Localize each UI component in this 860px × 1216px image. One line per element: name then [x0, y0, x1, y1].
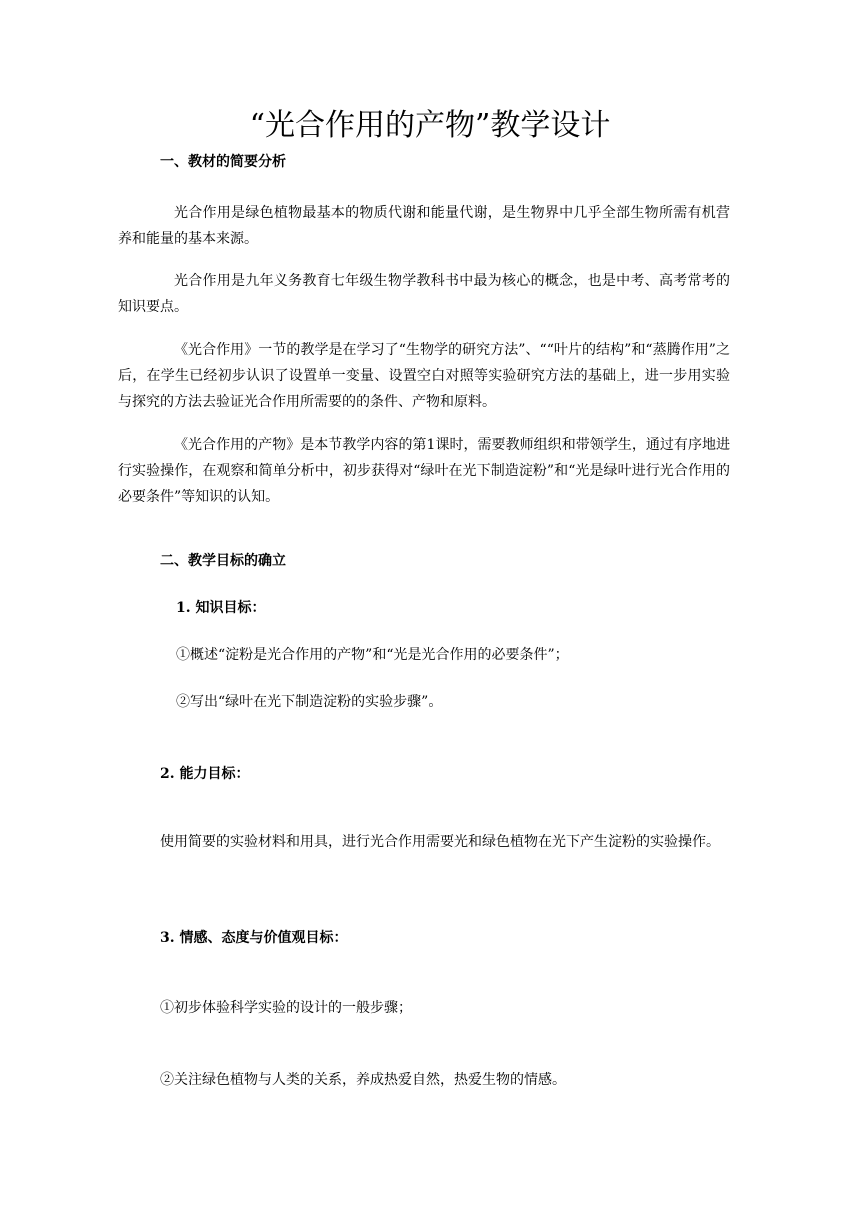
- emotion-item: ①初步体验科学实验的设计的一般步骤；: [160, 1000, 412, 1016]
- subheading-ability: 2. 能力目标：: [160, 766, 250, 782]
- ability-text: 使用简要的实验材料和用具，进行光合作用需要光和绿色植物在光下产生淀粉的实验操作。: [160, 834, 720, 850]
- section-heading-objectives: 二、教学目标的确立: [160, 553, 286, 569]
- paragraph: 《光合作用的产物》是本节教学内容的第1课时，需要教师组织和带领学生，通过有序地进行实验操作，在观察和简单分析中，初步获得对“绿叶在光下制造淀粉”和“光是绿叶进行光合作用的必要条件”等知识的认知。: [118, 437, 730, 505]
- paragraph: 光合作用是九年义务教育七年级生物学教科书中最为核心的概念，也是中考、高考常考的知识要点。: [118, 273, 730, 315]
- subheading-emotion: 3. 情感、态度与价值观目标：: [160, 930, 348, 946]
- knowledge-item: ②写出“绿叶在光下制造淀粉的实验步骤”。: [176, 694, 443, 710]
- subheading-knowledge: 1. 知识目标：: [176, 600, 266, 616]
- section-heading-analysis: 一、教材的简要分析: [160, 154, 286, 170]
- knowledge-item: ①概述“淀粉是光合作用的产物”和“光是光合作用的必要条件”；: [176, 647, 569, 663]
- document-title: “光合作用的产物”教学设计: [249, 108, 611, 143]
- paragraph: 《光合作用》一节的教学是在学习了“生物学的研究方法”、““叶片的结构”和“蒸腾作用”之后，在学生已经初步认识了设置单一变量、设置空白对照等实验研究方法的基础上，进一步用实验与探究的方法去验证光合作用所需要的的条件、产物和原料。: [118, 342, 730, 410]
- emotion-item: ②关注绿色植物与人类的关系，养成热爱自然，热爱生物的情感。: [160, 1072, 566, 1088]
- paragraph: 光合作用是绿色植物最基本的物质代谢和能量代谢，是生物界中几乎全部生物所需有机营养和能量的基本来源。: [118, 205, 730, 247]
